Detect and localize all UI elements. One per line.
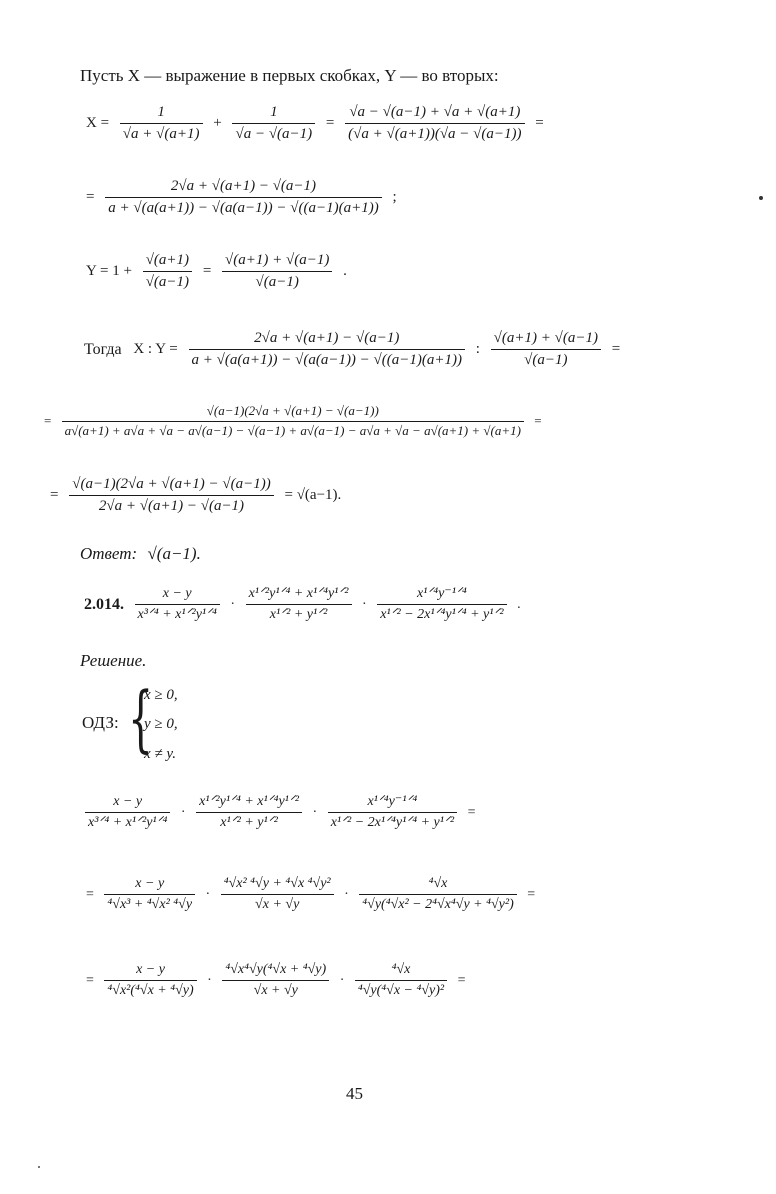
odz-condition-3: x ≠ y. xyxy=(144,746,176,762)
odz-condition-1: x ≥ 0, xyxy=(144,687,178,703)
solution-equation-3: = $\frac{x - y}{\text{⁴√x²(⁴√x + ⁴√y)}}$ · $\frac{\text{⁴√x⁴√y(⁴√x + ⁴√y)}}{√x + √y}$ · $\frac{\text{⁴√x}}{\text{⁴√y(⁴√x − ⁴√y)²}}$ = xyxy=(86,962,466,999)
sol2-frac-1: $\frac{x - y}{\text{⁴√x³ + ⁴√x² ⁴√y}}$ xyxy=(104,876,195,913)
eq-long-frac: √(a−1)(2√a + √(a+1) − √(a−1)) a√(a+1) + a√a + √a − a√(a−1) − √(a−1) + a√(a−1) − a√a + √a − a√(a+1) + √(a+1) xyxy=(62,404,524,439)
equation-long: = √(a−1)(2√a + √(a+1) − √(a−1)) a√(a+1) + a√a + √a − a√(a−1) − √(a−1) + a√(a−1) − a√a + √a − a√(a+1) + √(a+1) = xyxy=(44,403,542,438)
eq-x2-frac: $\frac{2√a + √(a+1) - √(a-1)}{a + √(a(a+1)) - √(a(a-1)) - √((a-1)(a+1))}$ xyxy=(105,178,381,218)
problem-statement: 2.014. $\frac{x - y}{\text{x³ᐟ⁴ + x¹ᐟ²y¹ᐟ⁴}}$ · $\frac{\text{x¹ᐟ²y¹ᐟ⁴ + x¹ᐟ⁴y¹ᐟ²}}{\text{x¹ᐟ² + y¹ᐟ²}}$ · $\frac{\text{x¹ᐟ⁴y⁻¹ᐟ⁴}}{\text{x¹ᐟ² − 2x¹ᐟ⁴y¹ᐟ⁴ + y¹ᐟ²}}$ . xyxy=(84,586,521,623)
eq-y-frac-1: $\frac{√(a+1)}{√(a-1)}$ xyxy=(143,252,192,292)
eq-xy-frac-2: $\frac{√(a+1) + √(a-1)}{√(a-1)}$ xyxy=(491,330,601,370)
scan-speck xyxy=(38,1166,40,1168)
sol1-frac-3: $\frac{\text{x¹ᐟ⁴y⁻¹ᐟ⁴}}{\text{x¹ᐟ² − 2x¹ᐟ⁴y¹ᐟ⁴ + y¹ᐟ²}}$ xyxy=(328,794,457,831)
sol3-frac-1: $\frac{x - y}{\text{⁴√x²(⁴√x + ⁴√y)}}$ xyxy=(104,962,196,999)
sol2-frac-2: $\frac{\text{⁴√x² ⁴√y + ⁴√x ⁴√y²}}{√x + √y}$ xyxy=(221,876,334,913)
scan-speck xyxy=(759,196,763,200)
answer-line: Ответ: √(a−1). xyxy=(80,544,201,563)
eq-x-frac-3: $\frac{√a - √(a-1) + √a + √(a+1)}{(√a + √(a+1))(√a - √(a-1))}$ xyxy=(345,104,524,144)
sol3-frac-2: $\frac{\text{⁴√x⁴√y(⁴√x + ⁴√y)}}{√x + √y}$ xyxy=(222,962,329,999)
odz-brace: { xyxy=(128,676,154,760)
odz-condition-2: y ≥ 0, xyxy=(144,716,178,732)
solution-equation-1: $\frac{x - y}{\text{x³ᐟ⁴ + x¹ᐟ²y¹ᐟ⁴}}$ · $\frac{\text{x¹ᐟ²y¹ᐟ⁴ + x¹ᐟ⁴y¹ᐟ²}}{\text{x¹ᐟ² + y¹ᐟ²}}$ · $\frac{\text{x¹ᐟ⁴y⁻¹ᐟ⁴}}{\text{x¹ᐟ² − 2x¹ᐟ⁴y¹ᐟ⁴ + y¹ᐟ²}}$ = xyxy=(82,794,479,831)
equation-x: X = $\frac{1}{√a + √(a+1)}$ + $\frac{1}{√a - √(a-1)}$ = $\frac{√a - √(a-1) + √a + √(a+1)}{(√a + √(a+1))(√a - √(a-1))}$ = xyxy=(86,104,544,143)
problem-number: 2.014. xyxy=(84,595,124,613)
equation-x-div-y: Тогда X : Y = $\frac{2√a + √(a+1) - √(a-1)}{a + √(a(a+1)) - √(a(a-1)) - √((a-1)(a+1))}$ : $\frac{√(a+1) + √(a-1)}{√(a-1)}$ = xyxy=(84,330,621,369)
sol1-frac-1: $\frac{x - y}{\text{x³ᐟ⁴ + x¹ᐟ²y¹ᐟ⁴}}$ xyxy=(85,794,170,831)
sol2-frac-3: $\frac{\text{⁴√x}}{\text{⁴√y(⁴√x² − 2⁴√x⁴√y + ⁴√y²)}}$ xyxy=(359,876,516,913)
equation-final: = $\frac{√(a-1)(2√a + √(a+1) - √(a-1))}{2√a + √(a+1) - √(a-1)}$ = √(a−1). xyxy=(50,476,342,515)
page-number: 45 xyxy=(346,1084,363,1103)
odz-label: ОДЗ: xyxy=(82,713,119,732)
equation-x-continued: = $\frac{2√a + √(a+1) - √(a-1)}{a + √(a(a+1)) - √(a(a-1)) - √((a-1)(a+1))}$ ; xyxy=(86,178,397,217)
solution-label: Решение. xyxy=(80,651,147,670)
eq-final-frac: $\frac{√(a-1)(2√a + √(a+1) - √(a-1))}{2√a + √(a+1) - √(a-1)}$ xyxy=(69,476,274,516)
solution-equation-2: = $\frac{x - y}{\text{⁴√x³ + ⁴√x² ⁴√y}}$ · $\frac{\text{⁴√x² ⁴√y + ⁴√x ⁴√y²}}{√x + √y}$ · $\frac{\text{⁴√x}}{\text{⁴√y(⁴√x² − 2⁴√x⁴√y + ⁴√y²)}}$ = xyxy=(86,876,536,913)
sol3-frac-3: $\frac{\text{⁴√x}}{\text{⁴√y(⁴√x − ⁴√y)²}}$ xyxy=(355,962,447,999)
equation-y: Y = 1 + $\frac{√(a+1)}{√(a-1)}$ = $\frac{√(a+1) + √(a-1)}{√(a-1)}$ . xyxy=(86,252,347,291)
eq-xy-frac-1: $\frac{2√a + √(a+1) - √(a-1)}{a + √(a(a+1)) - √(a(a-1)) - √((a-1)(a+1))}$ xyxy=(189,330,465,370)
problem-frac-2: $\frac{\text{x¹ᐟ²y¹ᐟ⁴ + x¹ᐟ⁴y¹ᐟ²}}{\text{x¹ᐟ² + y¹ᐟ²}}$ xyxy=(246,586,352,623)
intro-line: Пусть X — выражение в первых скобках, Y — во вторых: xyxy=(80,66,499,85)
problem-frac-1: $\frac{x - y}{\text{x³ᐟ⁴ + x¹ᐟ²y¹ᐟ⁴}}$ xyxy=(135,586,220,623)
eq-x-frac-1: $\frac{1}{√a + √(a+1)}$ xyxy=(120,104,203,144)
eq-x-frac-2: $\frac{1}{√a - √(a-1)}$ xyxy=(232,104,315,144)
sol1-frac-2: $\frac{\text{x¹ᐟ²y¹ᐟ⁴ + x¹ᐟ⁴y¹ᐟ²}}{\text{x¹ᐟ² + y¹ᐟ²}}$ xyxy=(196,794,302,831)
eq-y-frac-2: $\frac{√(a+1) + √(a-1)}{√(a-1)}$ xyxy=(222,252,332,292)
eq-x-lhs: X = xyxy=(86,115,110,132)
problem-frac-3: $\frac{\text{x¹ᐟ⁴y⁻¹ᐟ⁴}}{\text{x¹ᐟ² − 2x¹ᐟ⁴y¹ᐟ⁴ + y¹ᐟ²}}$ xyxy=(377,586,506,623)
